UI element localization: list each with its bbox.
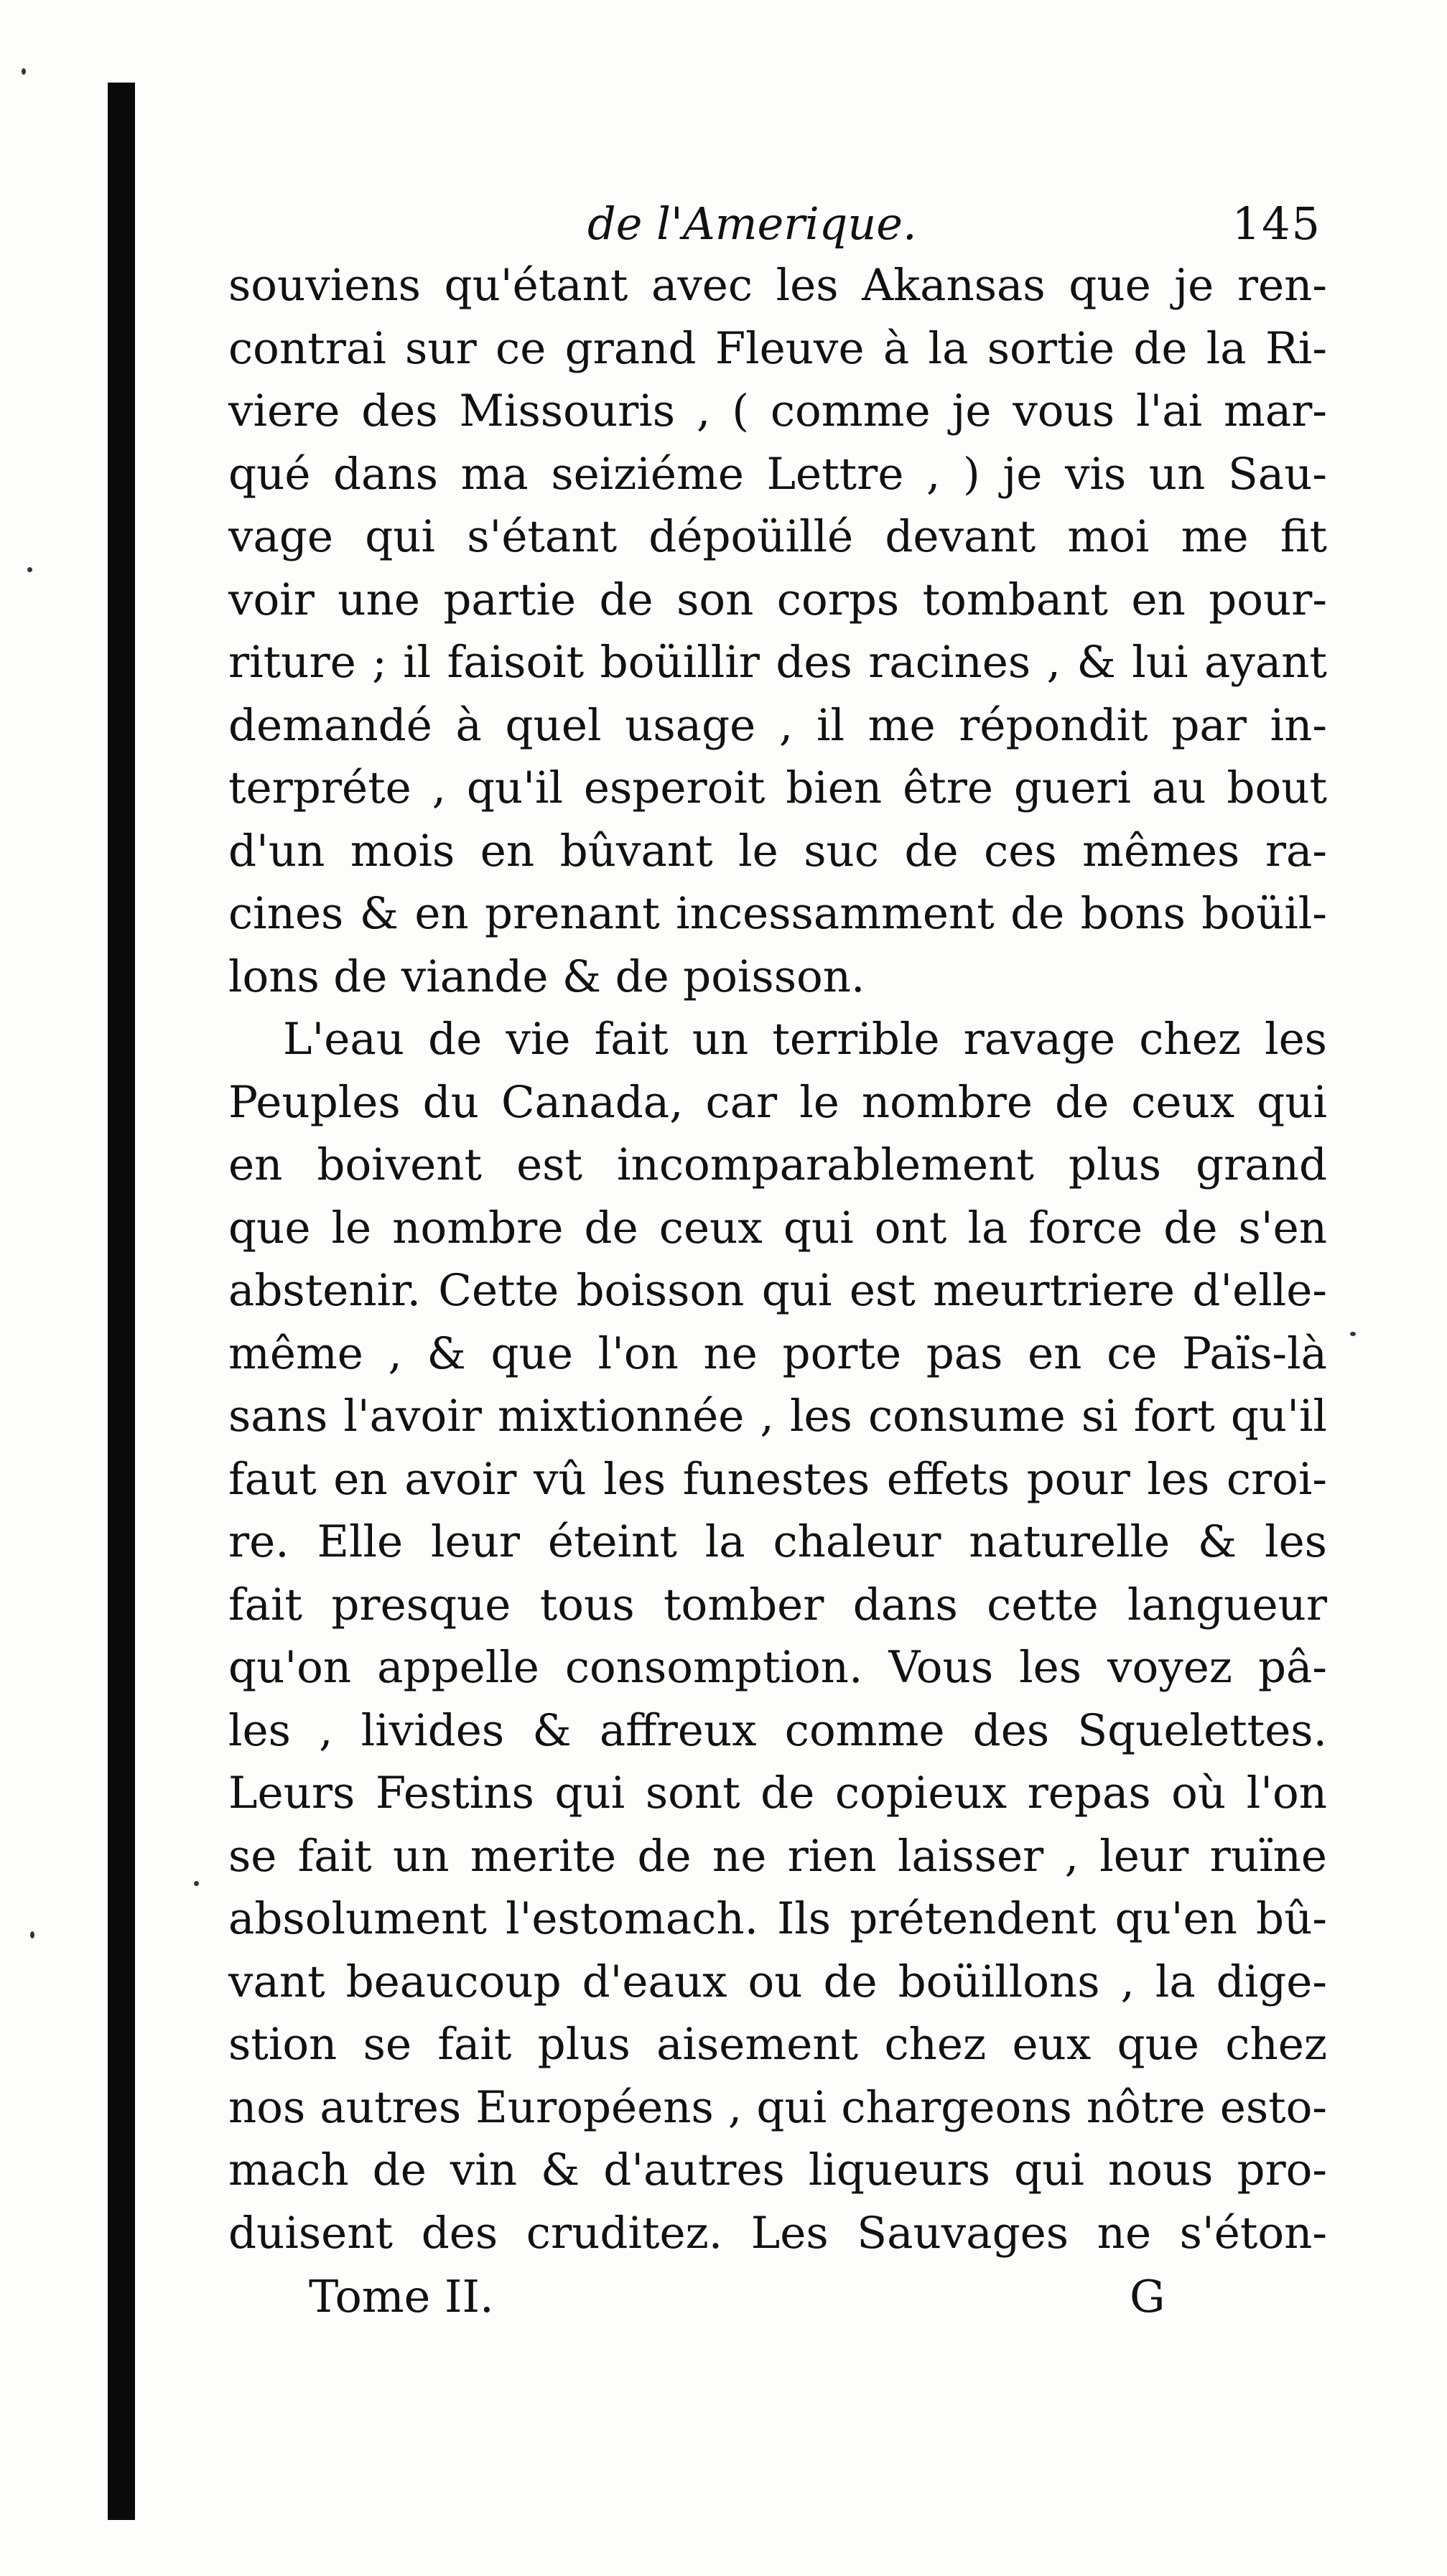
text-line: même , & que l'on ne porte pas en ce Païs-là: [228, 1327, 1327, 1379]
text-line: en boivent est incomparablement plus grand: [228, 1139, 1327, 1190]
text-line: stion se fait plus aisement chez eux que chez: [228, 2019, 1327, 2070]
text-line: demandé à quel usage , il me répondit par in-: [228, 699, 1327, 751]
text-line: nos autres Européens , qui chargeons nôtre esto-: [228, 2081, 1327, 2133]
text-line: qu'on appelle consomption. Vous les voyez pâ-: [228, 1642, 1327, 1693]
text-line: sans l'avoir mixtionnée , les consume si fort qu'il: [228, 1391, 1327, 1442]
text-line: vant beaucoup d'eaux ou de boüillons , la dige-: [228, 1956, 1327, 2007]
text-line: contrai sur ce grand Fleuve à la sortie de la Ri-: [228, 322, 1327, 374]
paper-speck: [30, 1931, 34, 1938]
page-number: 145: [1232, 197, 1321, 250]
page-footer: [228, 2264, 1327, 2329]
paragraph: [228, 1008, 1327, 2264]
text-line: qué dans ma seiziéme Lettre , ) je vis un Sau-: [228, 448, 1327, 500]
text-block: [228, 194, 1327, 2329]
text-line: re. Elle leur éteint la chaleur naturelle & les: [228, 1516, 1327, 1567]
paper-speck: [194, 1881, 199, 1886]
text-line: abstenir. Cette boisson qui est meurtriere d'elle-: [228, 1265, 1327, 1316]
volume-signature: Tome II.: [309, 2270, 494, 2323]
text-line: lons de viande & de poisson.: [228, 951, 865, 1002]
text-line: faut en avoir vû les funestes effets pour les croi-: [228, 1453, 1327, 1505]
text-line: duisent des cruditez. Les Sauvages ne s'éton-: [228, 2207, 1327, 2259]
sheet-signature-mark: G: [1130, 2270, 1165, 2323]
text-line: se fait un merite de ne rien laisser , leur ruïne: [228, 1830, 1327, 1882]
text-line: voir une partie de son corps tombant en pour-: [228, 574, 1327, 625]
text-line: fait presque tous tomber dans cette langueur: [228, 1579, 1327, 1630]
text-line: cines & en prenant incessamment de bons boüil-: [228, 888, 1327, 939]
binding-edge: [108, 83, 135, 2520]
text-line: d'un mois en bûvant le suc de ces mêmes ra-: [228, 825, 1327, 877]
text-line: Peuples du Canada, car le nombre de ceux qui: [228, 1076, 1327, 1128]
paragraph: [228, 254, 1327, 1008]
paper-speck: [1350, 1332, 1356, 1336]
paper-speck: [27, 567, 32, 572]
text-line: Leurs Festins qui sont de copieux repas où l'on: [228, 1768, 1327, 1819]
text-line: riture ; il faisoit boüillir des racines , & lui ayant: [228, 637, 1327, 688]
paper-speck: [22, 68, 26, 75]
text-line: que le nombre de ceux qui ont la force de s'en: [228, 1202, 1327, 1254]
text-line: les , livides & affreux comme des Squelettes.: [228, 1704, 1327, 1756]
text-line: terpréte , qu'il esperoit bien être gueri au bout: [228, 762, 1327, 813]
text-line: mach de vin & d'autres liqueurs qui nous pro-: [228, 2145, 1327, 2195]
text-line: vage qui s'étant dépoüillé devant moi me fit: [228, 511, 1327, 562]
text-line: viere des Missouris , ( comme je vous l'ai mar-: [228, 386, 1327, 437]
text-line: souviens qu'étant avec les Akansas que je ren-: [228, 260, 1327, 311]
text-line: absolument l'estomach. Ils prétendent qu'en bû-: [228, 1893, 1327, 1944]
text-line: L'eau de vie fait un terrible ravage chez les: [283, 1014, 1327, 1065]
page-header: [228, 194, 1327, 254]
running-title: de l'Amerique.: [587, 197, 917, 250]
